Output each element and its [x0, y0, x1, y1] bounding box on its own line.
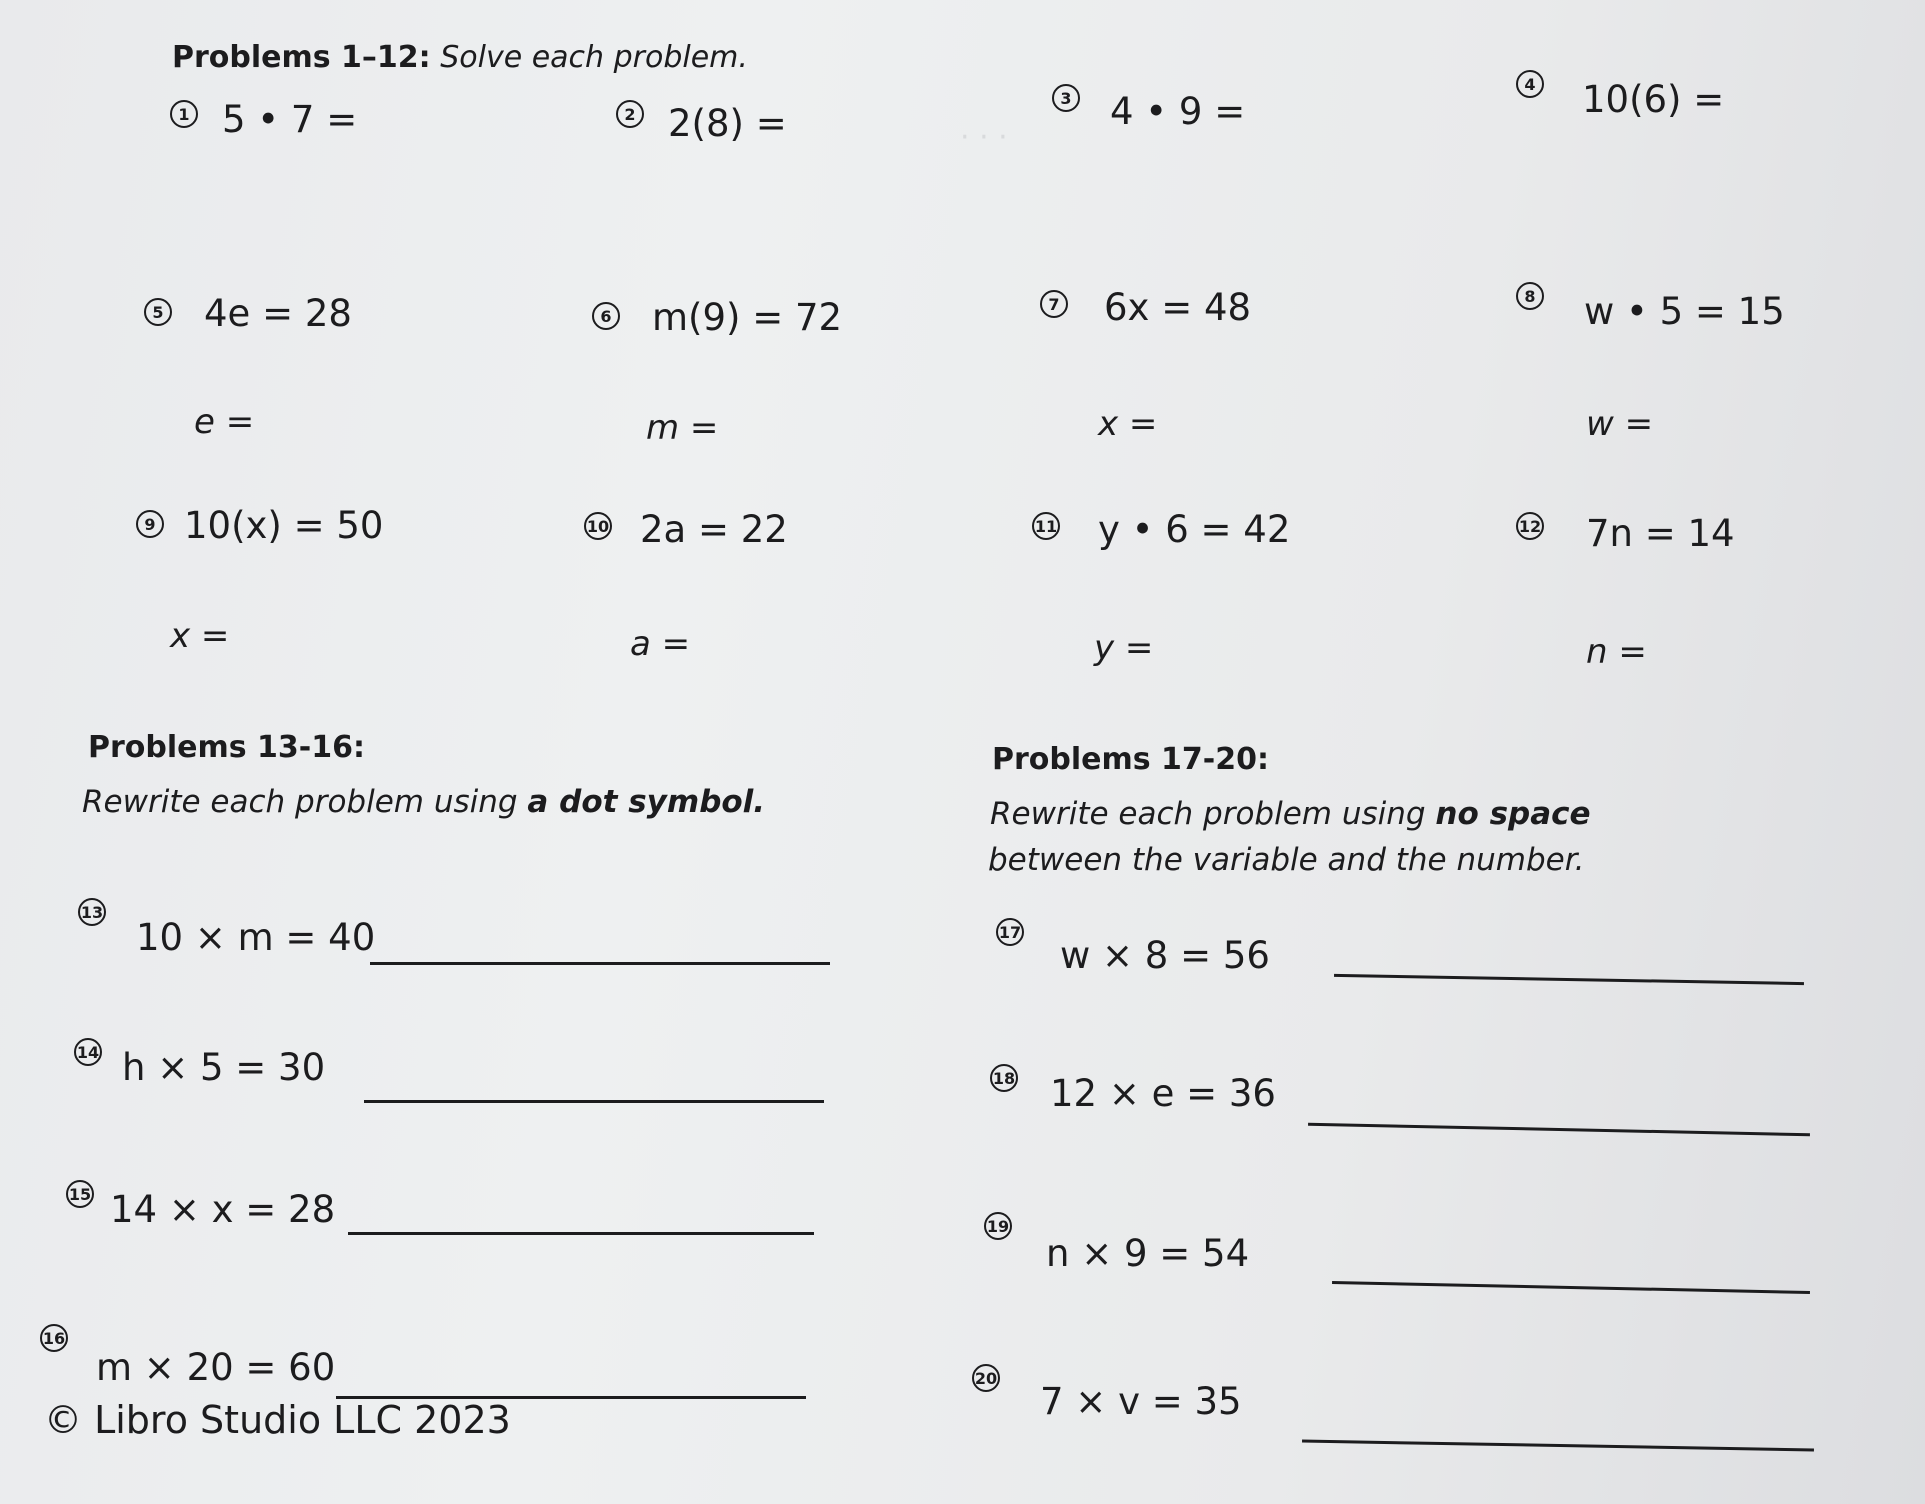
answer-label: m = [646, 408, 719, 448]
answer-label: e = [194, 402, 255, 442]
problem-expression: m × 20 = 60 [96, 1346, 336, 1389]
problem-expression: 2a = 22 [640, 508, 788, 551]
problem-expression: w • 5 = 15 [1584, 290, 1785, 333]
answer-blank[interactable] [1334, 974, 1804, 985]
problem-number-badge: 12 [1516, 512, 1544, 540]
problem-number-badge: 10 [584, 512, 612, 540]
answer-blank[interactable] [1308, 1123, 1810, 1137]
answer-blank[interactable] [364, 1100, 824, 1103]
answer-blank[interactable] [1332, 1281, 1810, 1294]
problem-number-badge: 11 [1032, 512, 1060, 540]
problem-expression: m(9) = 72 [652, 296, 843, 339]
answer-label: a = [630, 624, 691, 664]
answer-label: x = [170, 616, 230, 656]
problem-number-badge: 9 [136, 510, 164, 538]
section-13-16-instruction [82, 784, 765, 820]
problem-expression: 10(6) = [1582, 78, 1725, 121]
problem-number-badge: 17 [996, 918, 1024, 946]
problem-number-badge: 18 [990, 1064, 1018, 1092]
problem-expression: 5 • 7 = [222, 98, 358, 141]
problem-expression: 7 × v = 35 [1040, 1380, 1242, 1423]
problem-expression: 14 × x = 28 [110, 1188, 336, 1231]
copyright-notice: © Libro Studio LLC 2023 [44, 1398, 511, 1442]
problem-number-badge: 5 [144, 298, 172, 326]
problem-number-badge: 16 [40, 1324, 68, 1352]
problem-number-badge: 8 [1516, 282, 1544, 310]
problem-number-badge: 1 [170, 100, 198, 128]
answer-blank[interactable] [348, 1232, 814, 1235]
answer-blank[interactable] [1302, 1440, 1814, 1452]
header-title: Problems 1–12: [172, 40, 431, 75]
problem-expression: 6x = 48 [1104, 286, 1252, 329]
problem-expression: n × 9 = 54 [1046, 1232, 1250, 1275]
instruction-emphasis: a dot symbol. [527, 784, 766, 820]
answer-label: x = [1098, 404, 1158, 444]
section-13-16-title: Problems 13-16: [88, 730, 366, 765]
problem-expression: 4e = 28 [204, 292, 352, 335]
problem-number-badge: 6 [592, 302, 620, 330]
problem-number-badge: 19 [984, 1212, 1012, 1240]
problem-number-badge: 14 [74, 1038, 102, 1066]
problem-number-badge: 13 [78, 898, 106, 926]
problem-expression: h × 5 = 30 [122, 1046, 326, 1089]
problem-expression: y • 6 = 42 [1098, 508, 1291, 551]
instruction-text: Rewrite each problem using [990, 796, 1436, 832]
answer-label: n = [1586, 632, 1647, 672]
problem-number-badge: 7 [1040, 290, 1068, 318]
worksheet-header [172, 40, 748, 75]
show-through-marks: · · · [960, 120, 1008, 155]
answer-label: w = [1586, 404, 1654, 444]
problem-number-badge: 15 [66, 1180, 94, 1208]
problem-expression: 10 × m = 40 [136, 916, 376, 959]
problem-expression: 7n = 14 [1586, 512, 1735, 555]
problem-number-badge: 3 [1052, 84, 1080, 112]
problem-expression: 10(x) = 50 [184, 504, 384, 547]
section-17-20-instruction-line2: between the variable and the number. [988, 842, 1585, 878]
section-17-20-instruction-line1 [990, 796, 1591, 832]
answer-label: y = [1094, 628, 1154, 668]
section-17-20-title: Problems 17-20: [992, 742, 1270, 777]
answer-blank[interactable] [370, 962, 830, 965]
problem-expression: 12 × e = 36 [1050, 1072, 1276, 1115]
problem-expression: 4 • 9 = [1110, 90, 1246, 133]
instruction-text: Rewrite each problem using [82, 784, 528, 820]
problem-expression: w × 8 = 56 [1060, 934, 1270, 977]
problem-number-badge: 20 [972, 1364, 1000, 1392]
header-instruction: Solve each problem. [440, 40, 748, 75]
problem-number-badge: 2 [616, 100, 644, 128]
instruction-emphasis: no space [1435, 796, 1591, 832]
problem-number-badge: 4 [1516, 70, 1544, 98]
problem-expression: 2(8) = [668, 102, 787, 145]
